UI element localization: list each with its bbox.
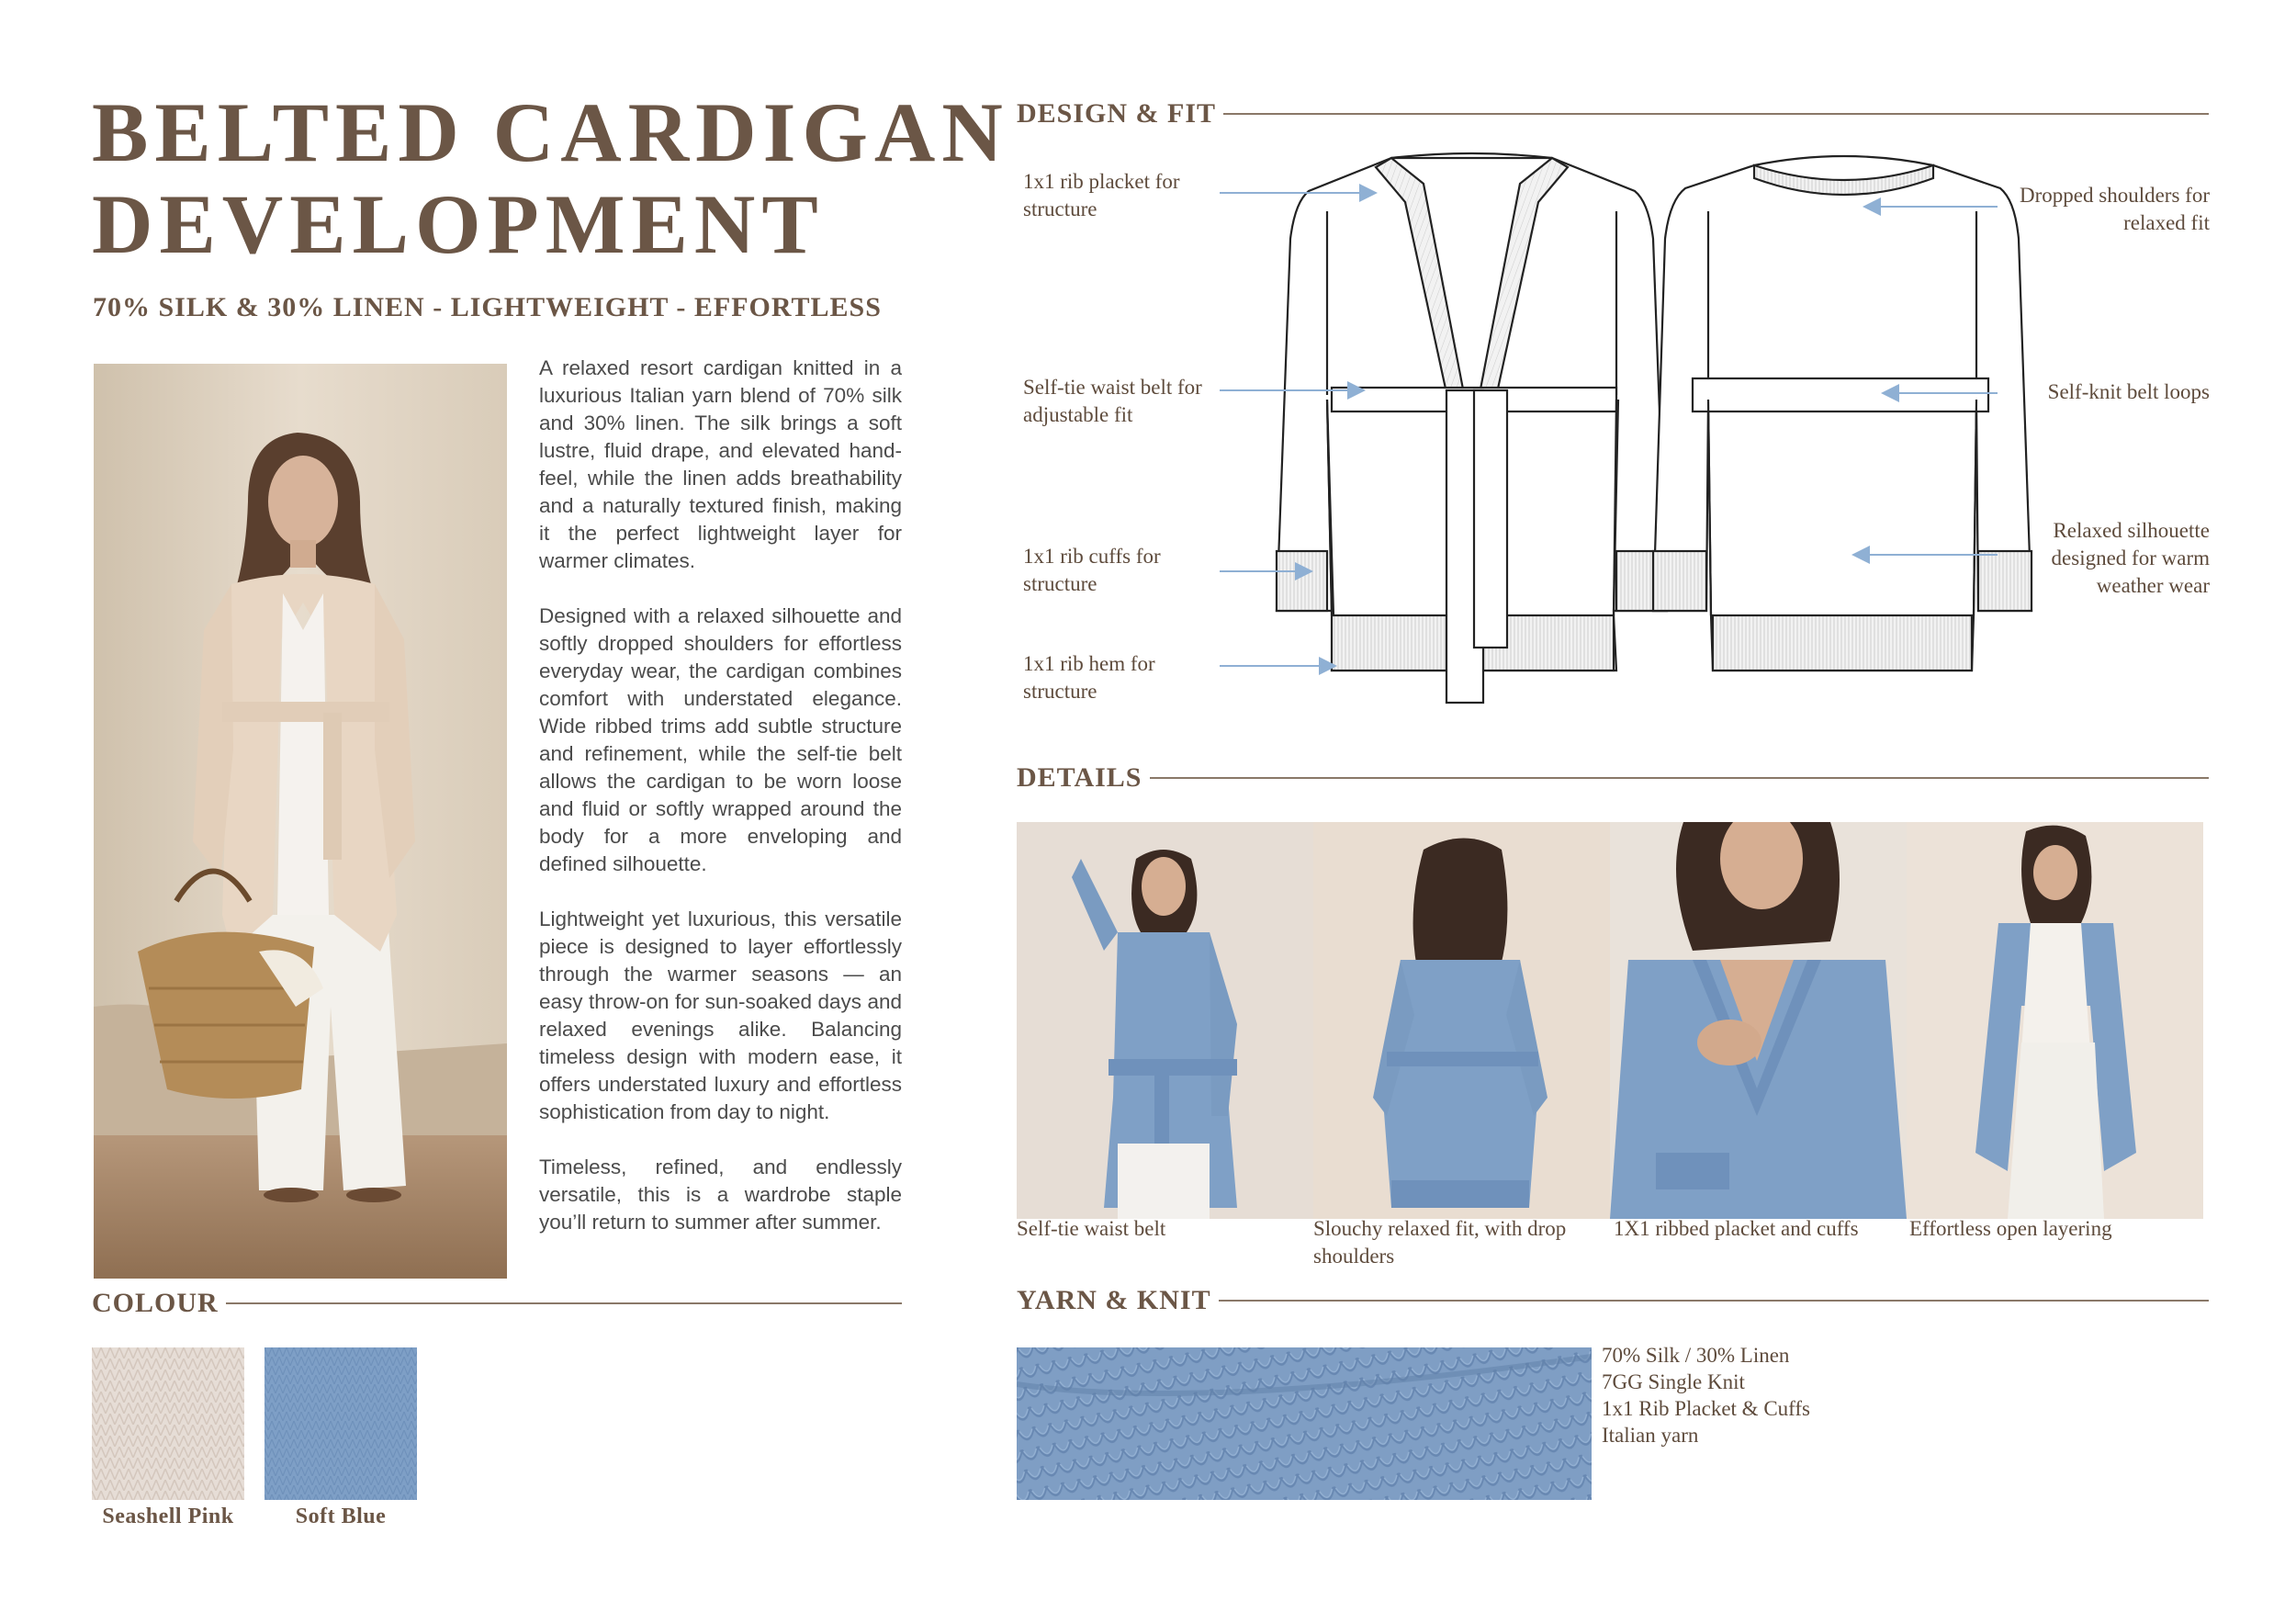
annotation-line: adjustable fit [1023,403,1133,426]
product-description [539,355,902,1264]
annotation-line: Self-knit belt loops [2047,380,2210,403]
description-paragraph: A relaxed resort cardigan knitted in a luxurious Italian yarn blend of 70% silk and 30% linen. The silk brings a soft lustre, fluid drape, and elevated hand-feel, while the linen adds breathability and a naturally textured finish, making it the perfect lightweight layer for warmer climates. [539,356,902,572]
page-title [92,86,1009,270]
section-heading-yarn-knit [1017,1285,2209,1316]
annotation-line: relaxed fit [2123,211,2210,234]
annotation-line: 1x1 rib placket for [1023,170,1180,193]
yarn-specs-list [1602,1342,1810,1448]
front-flat-sketch [1277,153,1667,703]
subtitle: 70% SILK & 30% LINEN - LIGHTWEIGHT - EFFORTLESS [93,292,882,322]
description-paragraph: Timeless, refined, and endlessly versatile, this is a wardrobe staple you’ll return to summer after summer. [539,1155,902,1234]
annotation-line: designed for warm [2051,547,2210,569]
section-heading-text: DESIGN & FIT [1017,98,1217,129]
detail-caption: Slouchy relaxed fit, with drop shoulders [1313,1217,1567,1268]
section-heading-design-fit [1017,98,2209,130]
yarn-spec: Italian yarn [1602,1424,1699,1447]
swatch-label: Seashell Pink [102,1505,234,1528]
section-heading-text: YARN & KNIT [1017,1285,1211,1315]
page-title-line-1: BELTED CARDIGAN [92,85,1009,179]
section-rule [226,1302,902,1304]
detail-photo-waist-belt [1017,822,1313,1219]
section-rule [1223,113,2209,115]
section-rule [1150,777,2210,779]
section-heading-text: DETAILS [1017,762,1142,793]
section-heading-details [1017,762,2209,794]
description-paragraph: Lightweight yet luxurious, this versatile piece is designed to layer effortlessly through the warmer seasons — an easy throw-on for sun-soaked days and relaxed evenings alike. Balancing timeless design with modern ease, it offers understated luxury and effortless sophistication from day to night. [539,907,902,1123]
annotation-line: 1x1 rib cuffs for [1023,545,1161,568]
technical-flats [1010,147,2213,758]
detail-caption: Self-tie waist belt [1017,1217,1166,1240]
description-paragraph: Designed with a relaxed silhouette and softly dropped shoulders for effortless everyday wear, the cardigan combines comfort with understated elegance. Wide ribbed trims add subtle structure and refinement, while the self-tie belt allows the cardigan to be worn loose and fluid or softly wrapped around the body for a more enveloping and defined silhouette. [539,604,902,875]
page-title-line-2: DEVELOPMENT [92,177,825,271]
yarn-spec: 1x1 Rib Placket & Cuffs [1602,1397,1811,1420]
annotation-line: structure [1023,197,1097,220]
detail-caption: Effortless open layering [1909,1217,2112,1240]
detail-photo-relaxed-fit [1313,822,1610,1219]
yarn-spec: 70% Silk / 30% Linen [1602,1344,1790,1367]
yarn-knit-closeup-photo [1017,1347,1592,1500]
hero-model-photo [94,364,507,1279]
section-rule [1219,1300,2209,1302]
annotation-line: structure [1023,572,1097,595]
back-flat-sketch [1653,156,2032,671]
annotation-line: Self-tie waist belt for [1023,376,1202,399]
annotation-line: weather wear [2096,574,2210,597]
section-heading-text: COLOUR [92,1288,219,1318]
swatch-soft-blue [264,1347,417,1500]
detail-caption: 1X1 ribbed placket and cuffs [1614,1217,1859,1240]
annotation-line: Relaxed silhouette [2053,519,2210,542]
swatch-seashell-pink [92,1347,244,1500]
yarn-spec: 7GG Single Knit [1602,1370,1745,1393]
swatch-label: Soft Blue [295,1505,387,1528]
annotation-line: 1x1 rib hem for [1023,652,1155,675]
detail-photo-ribbed-placket [1610,822,1907,1219]
annotation-line: structure [1023,680,1097,703]
section-heading-colour [92,1288,902,1319]
detail-photo-open-layering [1907,822,2203,1219]
annotation-line: Dropped shoulders for [2020,184,2210,207]
